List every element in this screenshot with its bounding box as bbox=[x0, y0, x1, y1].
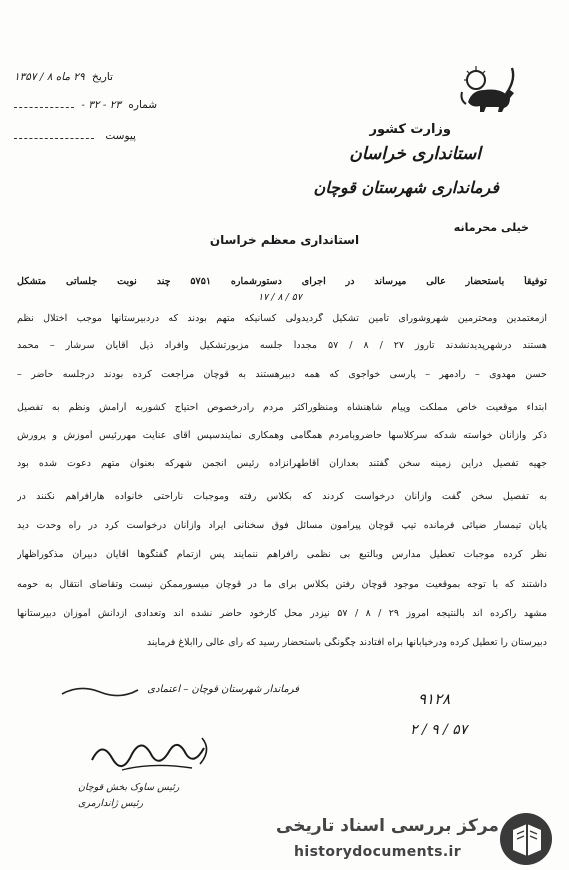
recipient-line: استانداری معظم خراسان bbox=[209, 233, 360, 247]
county-office-name: فرمانداری شهرستان قوچان bbox=[313, 178, 499, 197]
number-label: شماره bbox=[128, 99, 158, 111]
body-line-9: پایان تیمسار ضیائی فرمانده تیپ قوچان پیرامون مسائل فوق سخنانی ایراد وازآنان درخواست کرد در راه وحدت دید bbox=[17, 520, 547, 531]
governorate-name: استانداری خراسان bbox=[349, 144, 481, 164]
watermark-org-name: مرکز بررسی اسناد تاریخی bbox=[276, 816, 499, 836]
body-date-note: ۱۷ / ۸ / ۵۷ bbox=[258, 292, 302, 303]
body-line-1: توفیقاً باستحضار عالی میرساند در اجرای دستورشماره ۵۷۵۱ چند نوبت جلساتی متشکل bbox=[17, 276, 547, 287]
book-scroll-icon bbox=[497, 810, 555, 868]
date-line bbox=[14, 71, 113, 83]
classification-label: خیلی محرمانه bbox=[453, 221, 529, 234]
number-line bbox=[14, 99, 157, 111]
watermark-site: historydocuments.ir bbox=[294, 844, 462, 860]
attachment-dash-line bbox=[14, 138, 94, 139]
body-line-11: داشتند که با توجه بموقعیت موجود قوچان رفتن بکلاس برای ما در قوچان میسورممکن نیست وتقاضای انتقال به حومه bbox=[17, 579, 547, 590]
lion-and-sun-emblem-icon bbox=[458, 60, 520, 114]
receipt-date: ۲ / ۹ / ۵۷ bbox=[410, 722, 468, 738]
body-line-5: ابتداء موقعیت خاص مملکت وپیام شاهنشاه ومنظوراکثر مردم رادرخصوص احتیاج کشوربه آرامش ونظم به تفصیل bbox=[17, 402, 547, 413]
signature-rank-line: رئیس ساوک بخش قوچان bbox=[78, 782, 180, 793]
handwritten-signature-icon bbox=[82, 730, 242, 778]
body-line-10: نظر کرده موجبات تعطیل مدارس وبالتبع بی نظمی رافراهم ننمایند پس ازتمام گفتگوها آقایان دبیران مذکوراظهار bbox=[17, 549, 547, 560]
signature-unit-line: رئیس ژاندارمری bbox=[78, 798, 144, 809]
number-dash-line bbox=[14, 107, 74, 108]
number-value: ۲۳ - ۳۲ - bbox=[81, 99, 122, 111]
body-line-3: هستند درشهرپدیدنشدند تاروز ۲۷ / ۸ / ۵۷ مجدداً جلسه مزبورتشکیل وافراد ذیل آقایان سرشار – محمد bbox=[17, 340, 547, 351]
ministry-name: وزارت کشور bbox=[369, 122, 451, 137]
attachment-label: پیوست bbox=[105, 130, 136, 142]
signatory-title: فرماندار شهرستان قوچان – اعتمادی bbox=[147, 684, 299, 695]
body-line-8: به تفصیل سخن گفت وازآنان درخواست کردند که بکلاس رفته وموجبات ناراحتی خانواده هارافراهم نکنند در bbox=[17, 491, 547, 502]
signature-flourish-icon bbox=[60, 682, 140, 702]
body-line-4: حسن مهدوی – رادمهر – پارسی خواجوی که همه دبیرهستند به قوچان مراجعت کرده بودند درجلسه حاضر – bbox=[17, 369, 547, 380]
body-line-6: ذکر وازآنان خواسته شدکه سرکلاسها حاضروبامردم همگامی وهمکاری نمایندسپس آقای عنایت مهررئیس آموزش و پرورش bbox=[17, 430, 547, 441]
attachment-line bbox=[14, 130, 136, 142]
body-line-12: مشهد راکرده اند بالنتیجه امروز ۲۹ / ۸ / ۵۷ نیزدر محل کارخود حاضر نشده اند وتعدادی ازدانش آموزان دبیرستانها bbox=[17, 608, 547, 619]
date-value: ۲۹ ماه ۸ / ۱۳۵۷ bbox=[14, 71, 85, 83]
body-line-13: دبیرستان را تعطیل کرده ودرخیابانها براه افتادند چگونگی باستحضار رسید که رأی عالی راابلاغ فرمایند bbox=[146, 637, 547, 648]
body-line-2: ازمعتمدین ومحترمین شهروشورای تأمین تشکیل گردیدولی کسانیکه متهم بودند که دردبیرستانها موجب اختلال نظم bbox=[17, 313, 547, 324]
receipt-number: ۹۱۲۸ bbox=[418, 690, 451, 708]
date-label: تاریخ bbox=[92, 71, 113, 83]
body-line-7: جهیه تفصیل دراین زمینه سخن گفتند بعدازآن آقاطهرانزاده رئیس انجمن شهرکه بعنوان متهم دعوت شده بود bbox=[17, 458, 547, 469]
